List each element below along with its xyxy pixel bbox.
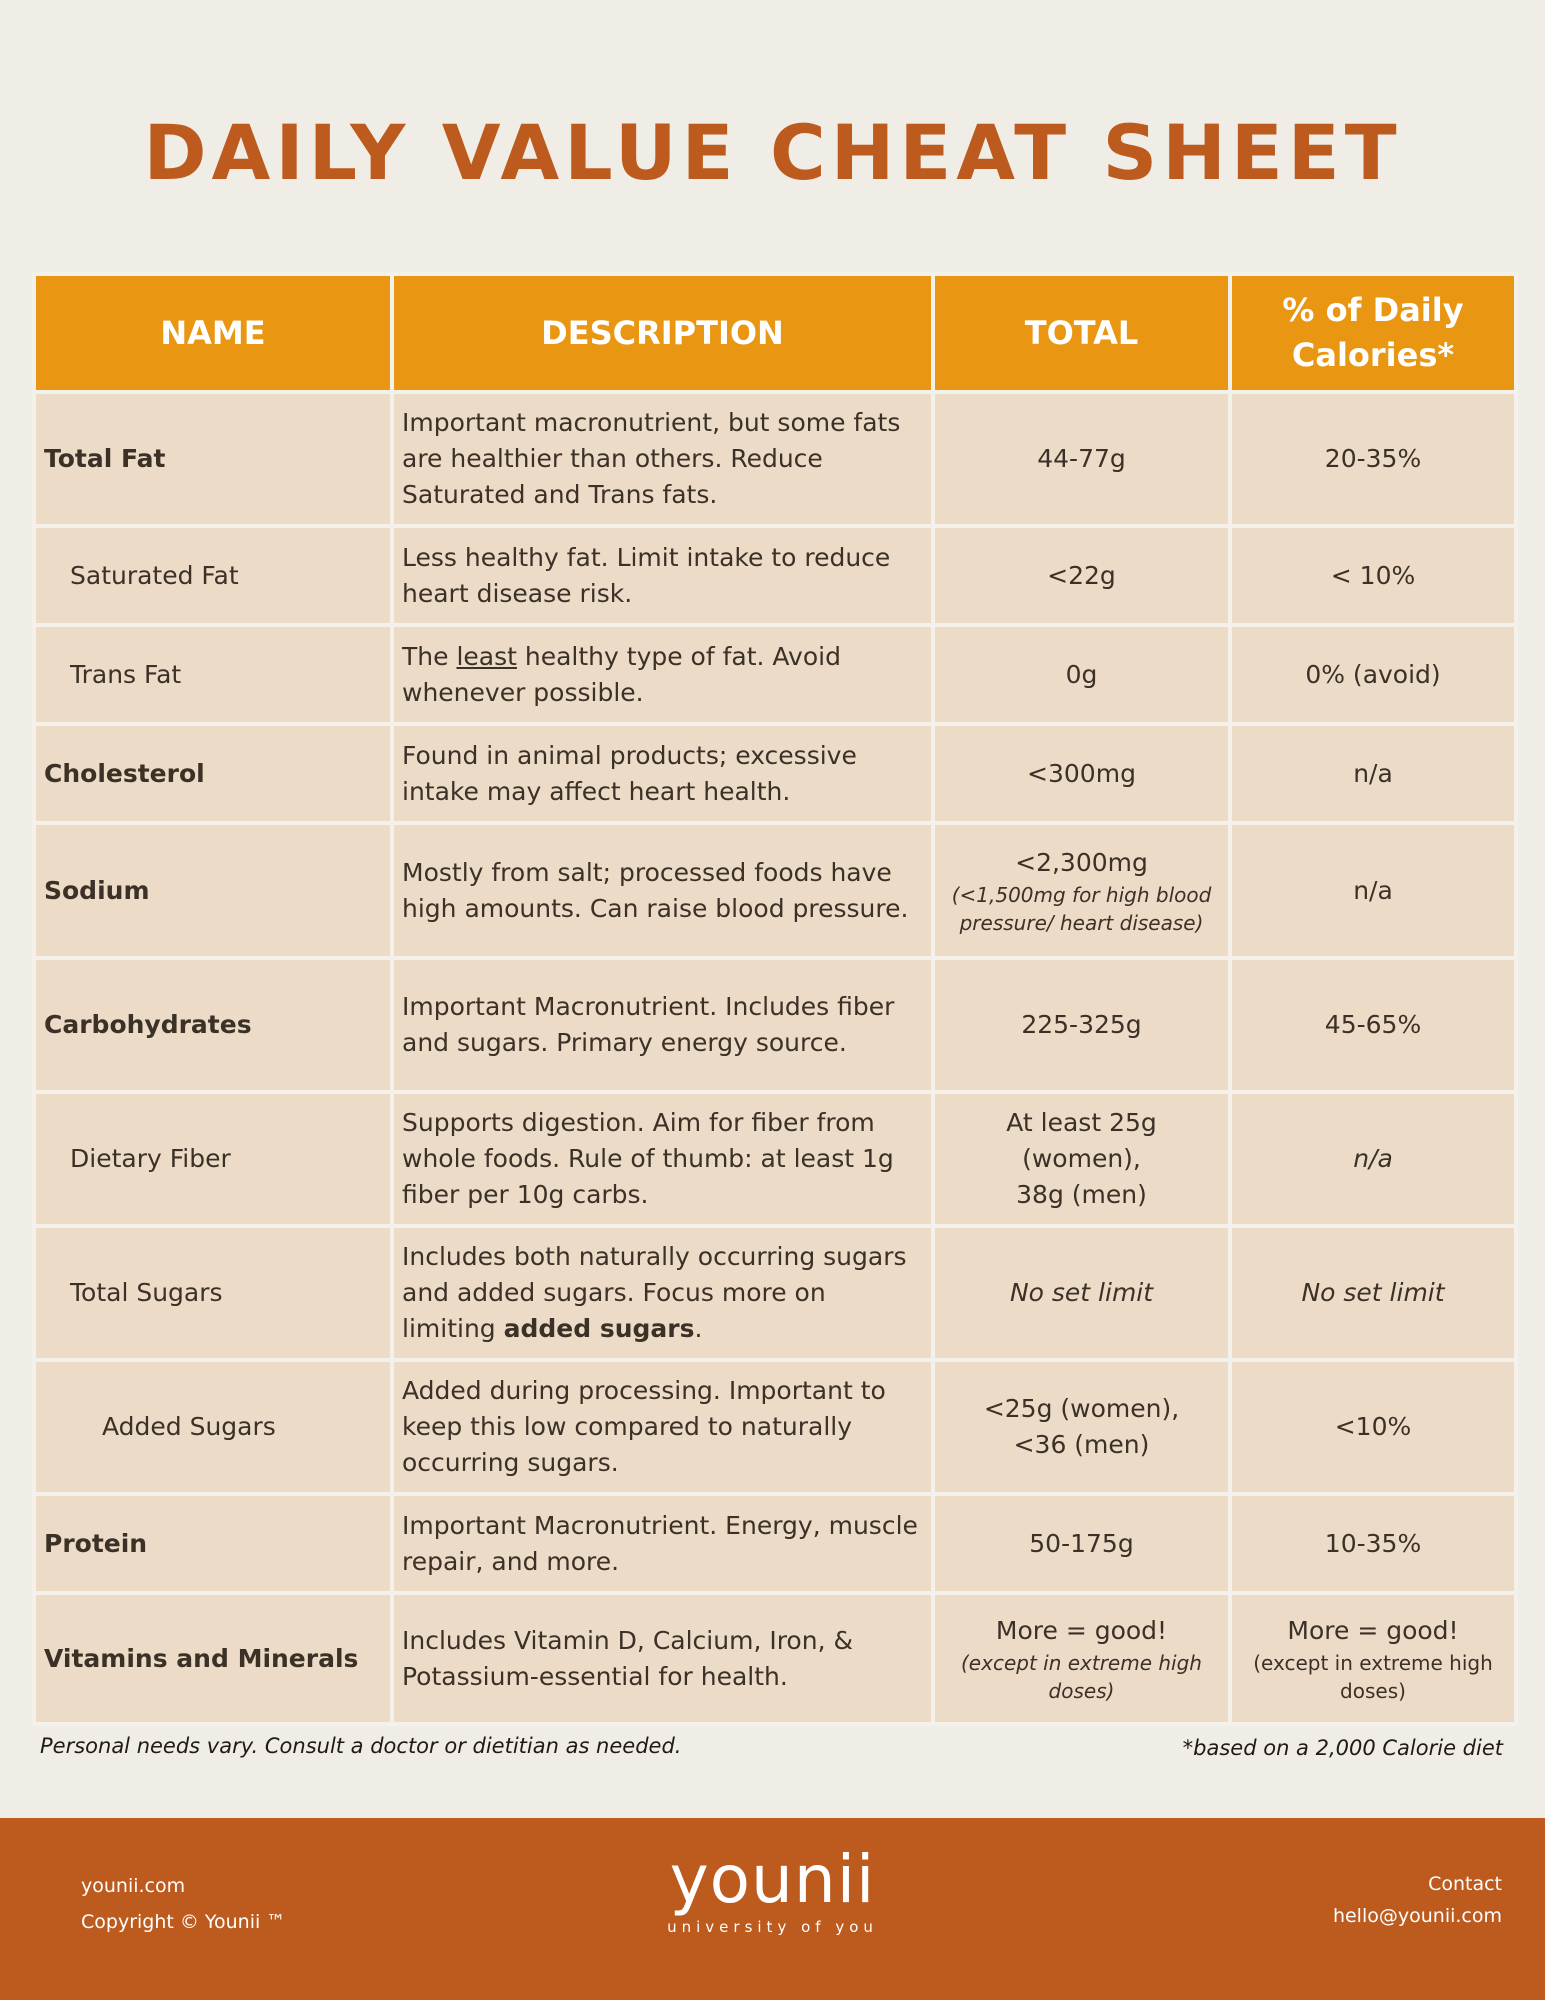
- page-title: DAILY VALUE CHEAT SHEET: [143, 108, 1402, 197]
- row-description: Important Macronutrient. Energy, muscle repair, and more.: [392, 1494, 933, 1593]
- row-percent: 10-35%: [1230, 1494, 1516, 1593]
- total-line: <36 (men): [1013, 1430, 1150, 1459]
- row-percent: n/a: [1230, 823, 1516, 958]
- row-total: 50-175g: [933, 1494, 1230, 1593]
- row-description: [392, 625, 933, 724]
- table-row: [34, 823, 1516, 958]
- row-total: <300mg: [933, 724, 1230, 823]
- row-description: Important Macronutrient. Includes fiber and sugars. Primary energy source.: [392, 958, 933, 1092]
- row-description: Mostly from salt; processed foods have high amounts. Can raise blood pressure.: [392, 823, 933, 958]
- table-row: [34, 1494, 1516, 1593]
- table-row: [34, 724, 1516, 823]
- disclaimer-note: Personal needs vary. Consult a doctor or dietitian as needed.: [40, 1734, 682, 1758]
- row-total: 0g: [933, 625, 1230, 724]
- total-line: (women),: [1022, 1144, 1141, 1173]
- column-header-total: TOTAL: [933, 274, 1230, 392]
- column-header-percent-line1: % of Daily: [1282, 291, 1464, 329]
- description-text: The: [402, 641, 457, 671]
- younii-logo: [0, 1840, 1545, 1936]
- email-link[interactable]: hello@younii.com: [1332, 1905, 1502, 1927]
- row-total: 44-77g: [933, 392, 1230, 526]
- row-description: [392, 1226, 933, 1360]
- row-name: Added Sugars: [34, 1360, 392, 1494]
- row-description: Found in animal products; excessive intake may affect heart health.: [392, 724, 933, 823]
- row-description: Supports digestion. Aim for fiber from whole foods. Rule of thumb: at least 1g fiber per 10g carbs.: [392, 1092, 933, 1226]
- row-total: [933, 1092, 1230, 1226]
- column-header-description: DESCRIPTION: [392, 274, 933, 392]
- percent-value: More = good!: [1287, 1615, 1459, 1645]
- row-percent: [1230, 1593, 1516, 1724]
- table-row: [34, 958, 1516, 1092]
- percent-note: (except in extreme high doses): [1253, 1650, 1493, 1703]
- table-row: [34, 392, 1516, 526]
- total-value: <2,300mg: [1015, 847, 1148, 877]
- row-percent: <10%: [1230, 1360, 1516, 1494]
- column-header-name: NAME: [34, 274, 392, 392]
- row-percent: n/a: [1230, 724, 1516, 823]
- total-line: 38g (men): [1016, 1180, 1147, 1209]
- row-name: Cholesterol: [34, 724, 392, 823]
- row-total: [933, 823, 1230, 958]
- table-row: [34, 526, 1516, 625]
- total-line: <25g (women),: [983, 1394, 1180, 1423]
- row-percent: n/a: [1230, 1092, 1516, 1226]
- description-underlined-text: least: [456, 641, 517, 671]
- description-bold-text: added sugars: [503, 1314, 695, 1343]
- description-text: healthy type of fat. Avoid whenever possible.: [402, 641, 841, 707]
- footer-right: [1333, 1868, 1502, 1932]
- column-header-percent-calories: [1230, 274, 1516, 392]
- row-name: Saturated Fat: [34, 526, 392, 625]
- row-total: [933, 1593, 1230, 1724]
- description-text: Includes both naturally occurring sugars and added sugars. Focus more on limiting: [402, 1242, 907, 1343]
- row-total: <22g: [933, 526, 1230, 625]
- total-line: At least 25g: [1006, 1108, 1157, 1137]
- total-note: (<1,500mg for high blood pressure/ heart disease): [951, 882, 1212, 935]
- total-note: (except in extreme high doses): [961, 1650, 1202, 1703]
- row-description: Added during processing. Important to keep this low compared to naturally occurring sugars.: [392, 1360, 933, 1494]
- total-value: More = good!: [995, 1615, 1168, 1645]
- footer: [0, 1818, 1545, 2000]
- row-description: Includes Vitamin D, Calcium, Iron, & Potassium-essential for health.: [392, 1593, 933, 1724]
- table-header-row: [34, 274, 1516, 392]
- row-name: Trans Fat: [34, 625, 392, 724]
- column-header-percent-line2: Calories*: [1291, 336, 1455, 374]
- logo-wordmark: younii: [669, 1841, 876, 1918]
- row-total: [933, 1360, 1230, 1494]
- logo-tagline: university of you: [667, 1918, 878, 1936]
- row-percent: 45-65%: [1230, 958, 1516, 1092]
- row-name: Dietary Fiber: [34, 1092, 392, 1226]
- table-row: [34, 1593, 1516, 1724]
- daily-value-table: [32, 272, 1518, 1726]
- description-text: .: [694, 1314, 703, 1343]
- row-percent: 0% (avoid): [1230, 625, 1516, 724]
- table-row: [34, 1360, 1516, 1494]
- row-name: Total Fat: [34, 392, 392, 526]
- row-name: Protein: [34, 1494, 392, 1593]
- row-total: 225-325g: [933, 958, 1230, 1092]
- copyright-text: Copyright © Younii ™: [81, 1911, 286, 1933]
- row-percent: < 10%: [1230, 526, 1516, 625]
- row-percent: 20-35%: [1230, 392, 1516, 526]
- row-description: Important macronutrient, but some fats are healthier than others. Reduce Saturated and Trans fats.: [392, 392, 933, 526]
- table-row: [34, 625, 1516, 724]
- row-description: Less healthy fat. Limit intake to reduce heart disease risk.: [392, 526, 933, 625]
- row-name: Total Sugars: [34, 1226, 392, 1360]
- row-name: Carbohydrates: [34, 958, 392, 1092]
- row-percent: No set limit: [1230, 1226, 1516, 1360]
- table-row: [34, 1226, 1516, 1360]
- calorie-basis-note: *based on a 2,000 Calorie diet: [1182, 1736, 1503, 1760]
- table-row: [34, 1092, 1516, 1226]
- row-name: Vitamins and Minerals: [34, 1593, 392, 1724]
- website-link[interactable]: younii.com: [81, 1875, 186, 1897]
- row-total: No set limit: [933, 1226, 1230, 1360]
- contact-label: Contact: [1428, 1873, 1502, 1895]
- row-name: Sodium: [34, 823, 392, 958]
